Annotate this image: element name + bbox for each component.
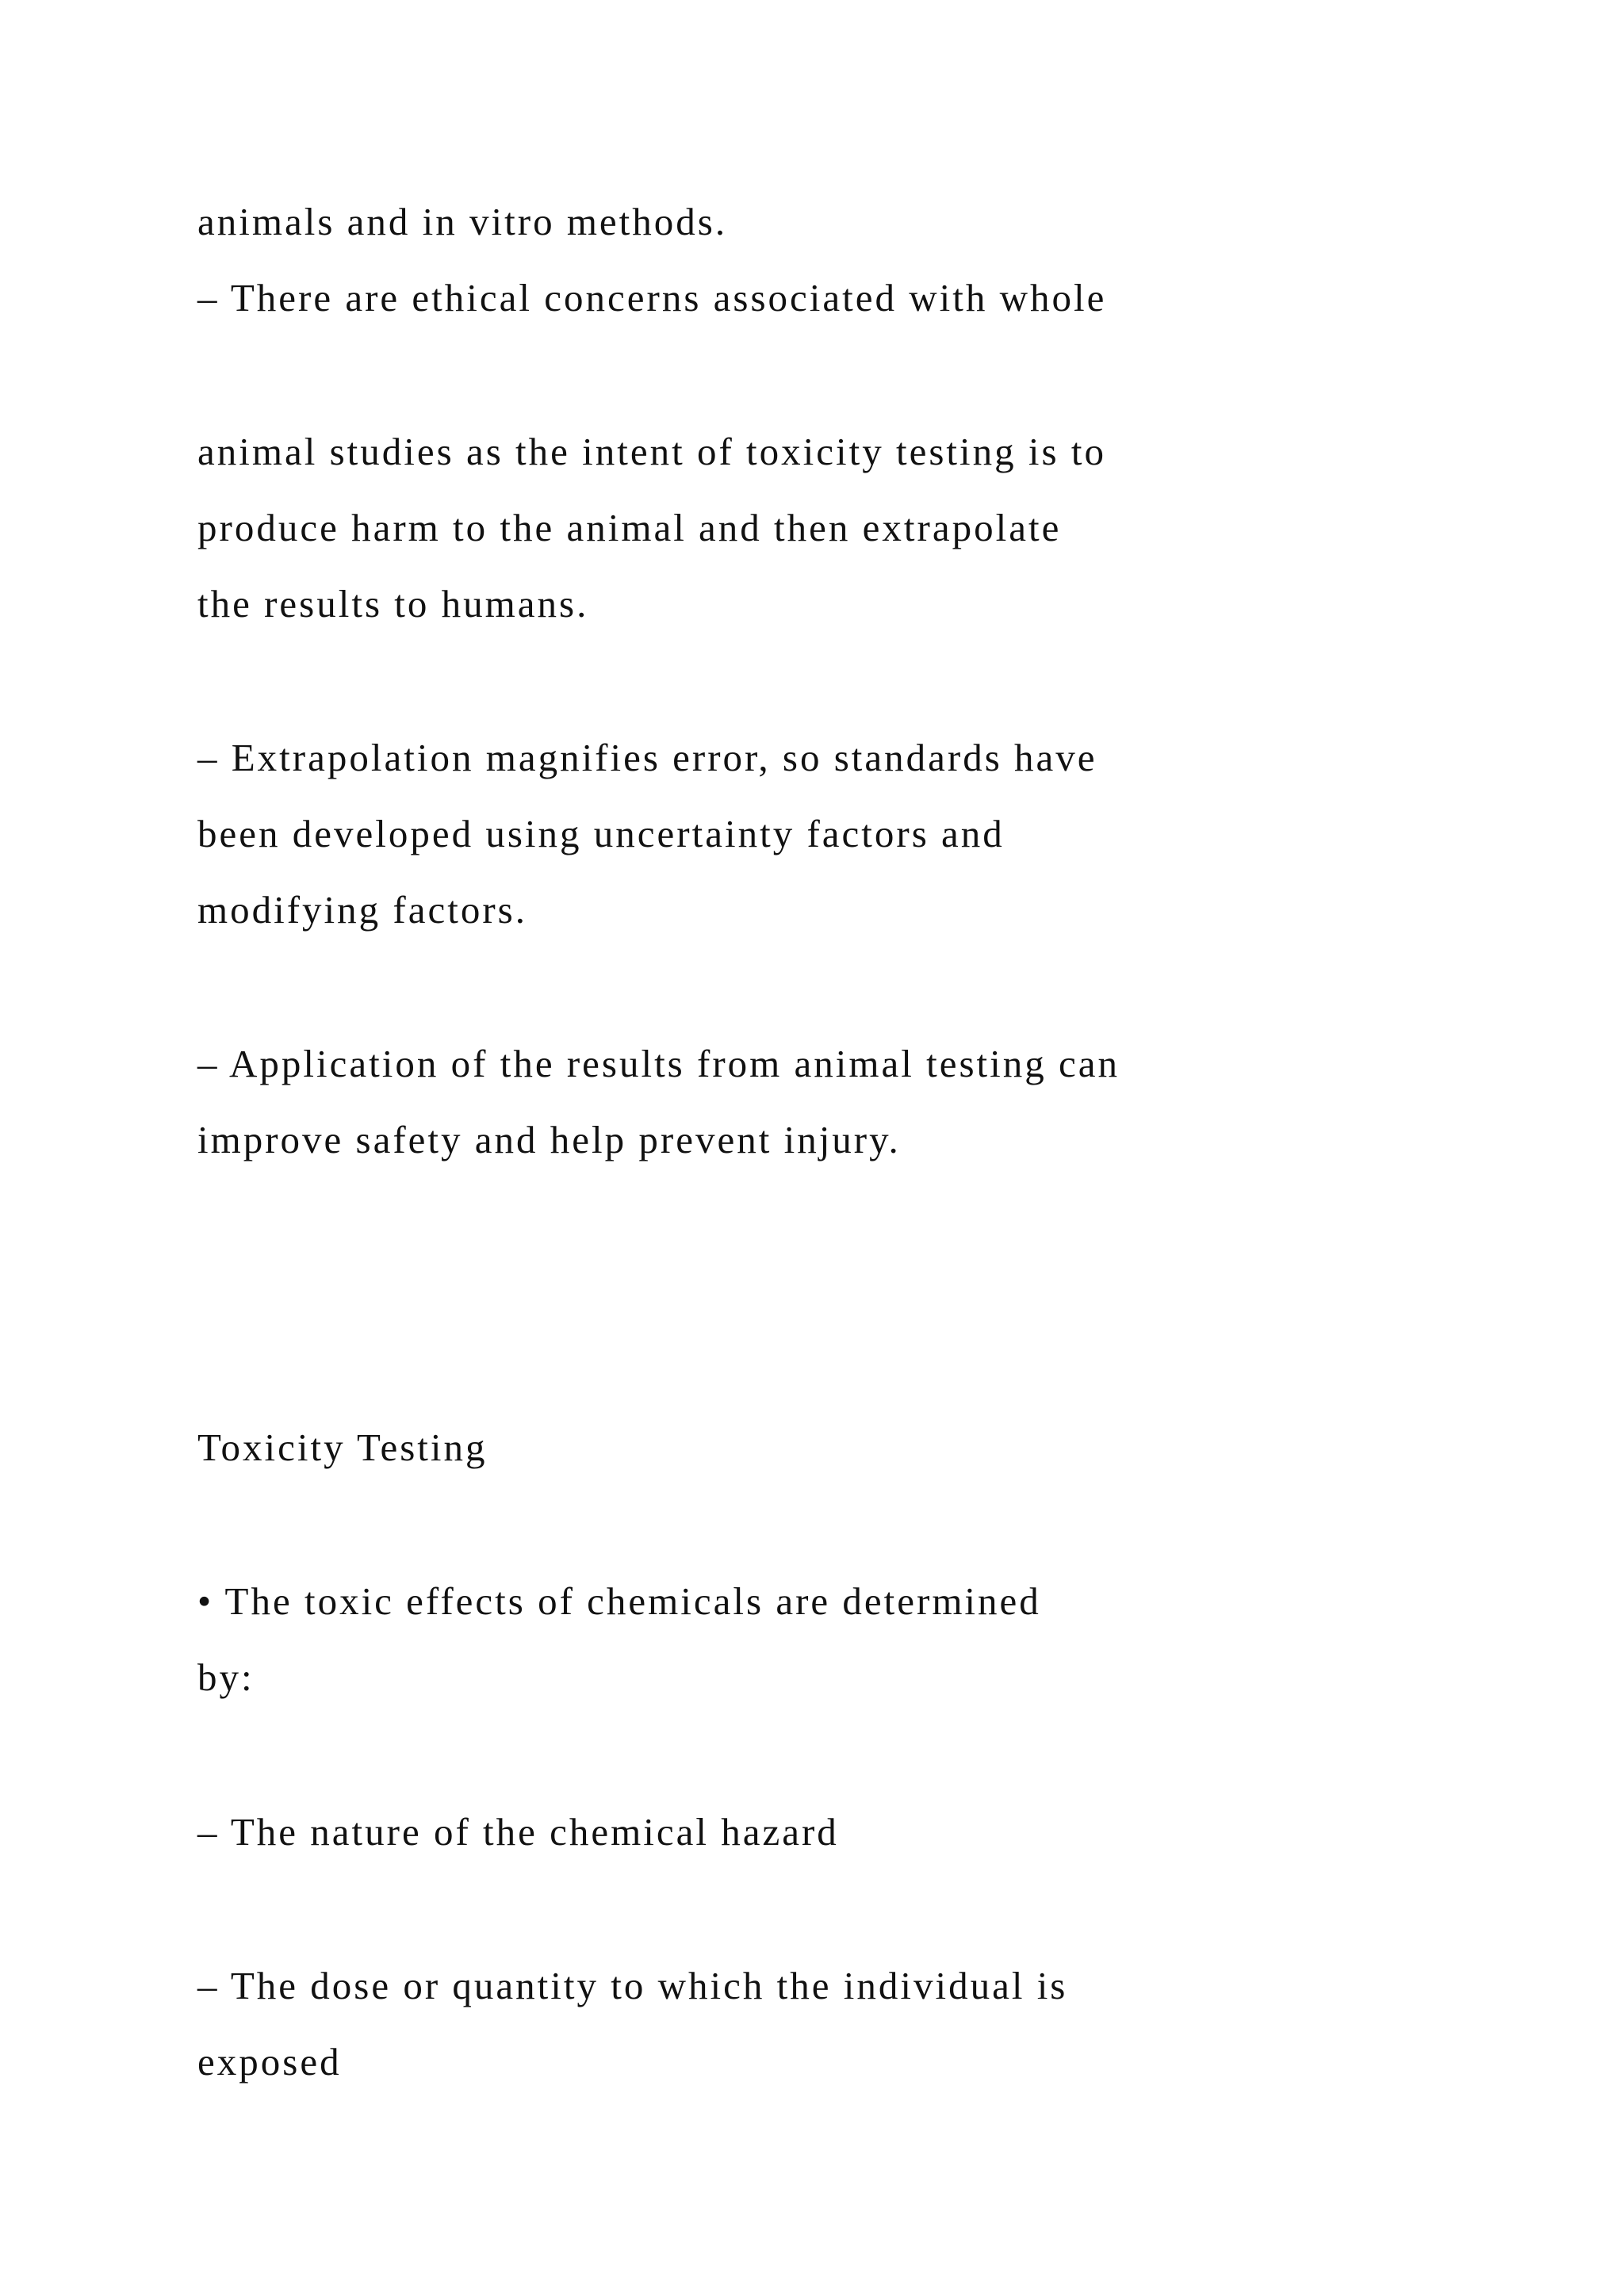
section-heading: Toxicity Testing — [197, 1425, 488, 1469]
text-line: exposed — [197, 2040, 342, 2084]
text-line: been developed using uncertainty factors and — [197, 812, 1005, 855]
text-line: animals and in vitro methods. — [197, 200, 728, 243]
bullet-item: • The toxic effects of chemicals are determined — [197, 1579, 1041, 1623]
text-line: by: — [197, 1655, 255, 1699]
sub-bullet-item: – The nature of the chemical hazard — [197, 1810, 839, 1854]
text-line: – Application of the results from animal testing can — [197, 1042, 1120, 1085]
text-line: – Extrapolation magnifies error, so standards have — [197, 736, 1097, 779]
sub-bullet-item: – The dose or quantity to which the individual is — [197, 1964, 1068, 2007]
text-line: – There are ethical concerns associated with whole — [197, 276, 1107, 320]
text-line: produce harm to the animal and then extrapolate — [197, 506, 1062, 549]
text-line: animal studies as the intent of toxicity testing is to — [197, 430, 1106, 473]
text-line: improve safety and help prevent injury. — [197, 1118, 901, 1161]
text-line: modifying factors. — [197, 888, 527, 932]
text-line: the results to humans. — [197, 582, 589, 626]
